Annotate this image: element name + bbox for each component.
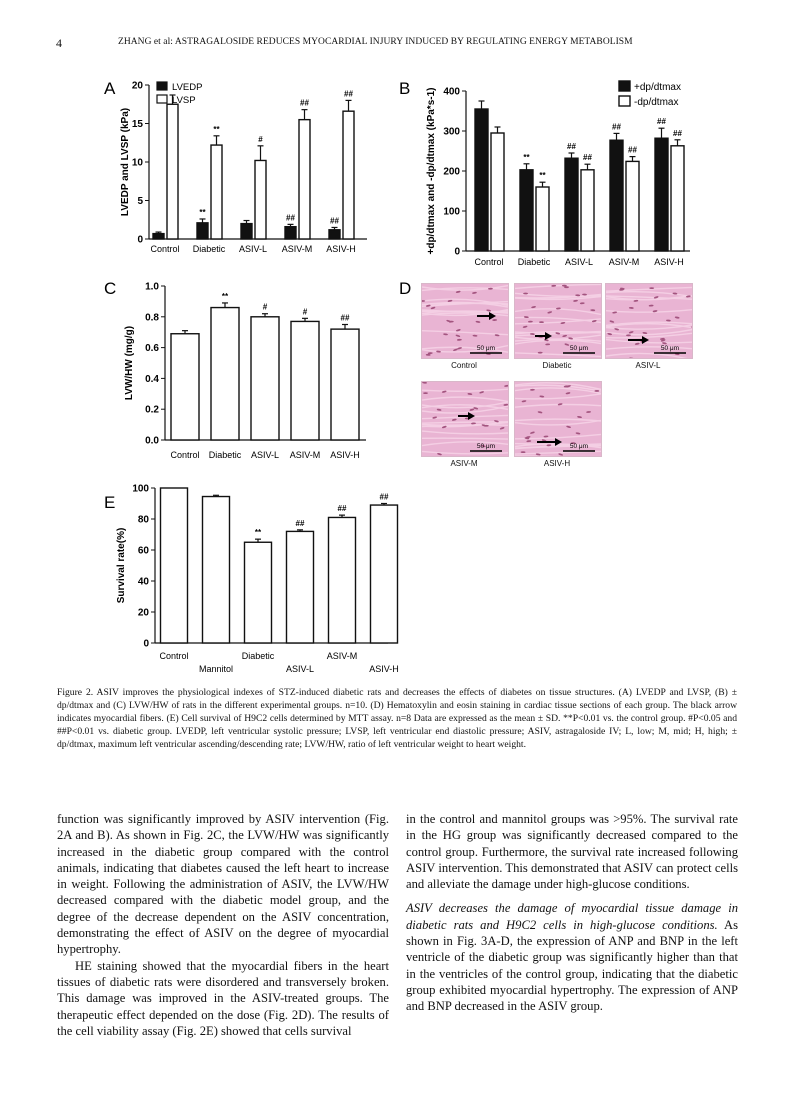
running-head: ZHANG et al: ASTRAGALOSIDE REDUCES MYOCARDIAL INJURY INDUCED BY REGULATING ENERGY METABOLISM [118, 37, 633, 47]
body-column-left [57, 811, 389, 1039]
significance-mark: ** [221, 291, 229, 301]
micrograph-label-asiv-h: ASIV-H [543, 459, 571, 468]
bar [153, 234, 164, 239]
micrograph-asiv-h [514, 381, 602, 457]
caption-label: Figure 2. [57, 687, 94, 698]
significance-mark: ** [523, 152, 530, 162]
bar [610, 140, 623, 251]
scale-bar-label: 50 μm [569, 443, 589, 450]
bar [329, 230, 340, 239]
significance-mark: ## [612, 122, 621, 132]
x-tick-label: ASIV-L [285, 664, 315, 674]
y-tick-label: 60 [137, 545, 149, 557]
bar [371, 505, 398, 643]
nucleus [564, 286, 569, 288]
significance-mark: ## [657, 117, 666, 127]
bar [343, 111, 354, 239]
panel-label-d: D [399, 279, 412, 298]
panel-label-a: A [104, 79, 116, 98]
micrograph-asiv-m [421, 381, 509, 457]
legend-label: LVEDP [172, 82, 203, 93]
significance-mark: ## [567, 142, 576, 151]
bar [203, 497, 230, 643]
x-tick-label: ASIV-H [369, 664, 399, 674]
bar [475, 109, 488, 251]
x-tick-label: Control [474, 257, 504, 267]
bar [520, 170, 533, 251]
scale-bar-label: 50 μm [569, 345, 589, 352]
bar [245, 542, 272, 643]
x-tick-label: ASIV-H [326, 244, 356, 254]
x-tick-label: Diabetic [192, 244, 226, 254]
micrograph-label-control: Control [451, 361, 477, 370]
x-tick-label: Control [159, 651, 189, 661]
section-heading: ASIV decreases the damage of myocardial tissue damage in diabetic rats and H9C2 cells in high-glucose conditions. [406, 901, 738, 932]
micrograph-control [421, 283, 509, 359]
significance-mark: ## [286, 213, 295, 223]
x-tick-label: ASIV-M [326, 651, 358, 661]
y-tick-label: 1.0 [145, 281, 159, 293]
bar [211, 145, 222, 239]
y-tick-label: 200 [443, 166, 460, 178]
body-column-right [406, 811, 738, 1015]
legend-swatch [157, 82, 167, 90]
significance-mark: ## [337, 504, 347, 514]
page-number: 4 [56, 36, 62, 50]
panel-a-chart [120, 81, 367, 255]
x-tick-label: ASIV-H [330, 450, 360, 460]
micrograph-label-diabetic: Diabetic [542, 361, 572, 370]
bar [197, 223, 208, 239]
bar [211, 308, 239, 440]
y-tick-label: 15 [131, 119, 143, 130]
significance-mark: ** [539, 171, 546, 181]
bar [626, 161, 639, 251]
bar [491, 133, 504, 251]
y-tick-label: 20 [137, 607, 149, 619]
significance-mark: # [262, 302, 268, 312]
x-tick-label: Control [150, 244, 180, 254]
legend-swatch [619, 96, 630, 106]
y-tick-label: 0.2 [145, 404, 159, 416]
x-tick-label: Control [170, 450, 200, 460]
legend-label: -dp/dtmax [634, 97, 679, 108]
panel-b-chart [426, 81, 690, 267]
section-text: As shown in Fig. 3A-D, the expression of ANP and BNP in the left ventricle of the diabetic group was significantly higher than that in the ventricles of the control group, indicating that the diabetic group exhibited myocardial hypertrophy. The expression of ANP and BNP decreased in the ASIV group. [406, 917, 739, 1014]
y-tick-label: 0 [137, 234, 143, 246]
bar [241, 224, 252, 239]
bar [331, 329, 359, 440]
micrograph-label-asiv-l: ASIV-L [635, 361, 661, 370]
y-tick-label: 0.0 [145, 435, 159, 447]
x-tick-label: ASIV-M [281, 244, 313, 254]
panel-c-chart [124, 282, 366, 461]
significance-mark: ## [344, 89, 353, 99]
y-tick-label: 0.4 [145, 373, 159, 385]
bar [251, 317, 279, 440]
body-paragraph-section [406, 900, 738, 1014]
significance-mark: ## [673, 128, 682, 138]
y-tick-label: 0.6 [145, 343, 159, 355]
legend-swatch [619, 81, 630, 91]
x-tick-label: ASIV-M [608, 257, 640, 267]
nucleus [423, 392, 428, 394]
panel-label-e: E [104, 493, 116, 512]
y-tick-label: 0 [454, 246, 460, 258]
body-paragraph: function was significantly improved by ASIV intervention (Fig. 2A and B). As shown in Fig. 2C, the LVW/HW was significantly increased in the diabetic group compared with the control animals, indicating that diabetes caused the left heart to increase in weight. Following the administration of ASIV, the LVW/HW decreased compared with the diabetic model group, and the degree of the decrease dependent on the ASIV concentration, demonstrating the effect of ASIV on the degree of myocardial hypertrophy. [57, 812, 389, 957]
y-tick-label: 80 [137, 514, 149, 526]
x-tick-label: Mannitol [198, 664, 234, 674]
x-tick-label: ASIV-L [250, 450, 280, 460]
bar [167, 104, 178, 239]
significance-mark: ## [583, 153, 592, 163]
scale-bar-label: 50 μm [476, 443, 496, 450]
panel-e-chart [116, 484, 399, 675]
y-tick-label: 0 [143, 638, 149, 650]
bar [285, 227, 296, 239]
legend-label: +dp/dtmax [634, 82, 681, 93]
micrograph-diabetic [514, 283, 602, 359]
x-tick-label: ASIV-L [564, 257, 594, 267]
legend-label: LVSP [172, 95, 196, 106]
x-tick-label: ASIV-H [654, 257, 684, 267]
bar [299, 120, 310, 239]
bar [287, 531, 314, 643]
legend-swatch [157, 95, 167, 103]
micrograph-asiv-l [605, 283, 693, 359]
panel-label-c: C [104, 279, 117, 298]
body-paragraph: HE staining showed that the myocardial fibers in the heart tissues of diabetic rats were disordered and transversely broken. This damage was improved in the ASIV-treated groups. The therapeutic effect depended on the dose (Fig. 2D). The results of the cell viability assay (Fig. 2E) showed that cells survival [57, 958, 389, 1038]
micrograph-label-asiv-m: ASIV-M [450, 459, 478, 468]
bar [581, 170, 594, 251]
y-tick-label: 5 [137, 196, 143, 207]
y-axis-label: +dp/dtmax and -dp/dtmax (kPa*s-1) [426, 87, 437, 255]
significance-mark: ** [254, 528, 262, 538]
bar [536, 187, 549, 251]
y-tick-label: 100 [132, 483, 149, 495]
bar [329, 517, 356, 643]
bar [161, 488, 188, 643]
significance-mark: ## [340, 313, 350, 323]
y-tick-label: 0.8 [145, 312, 159, 324]
significance-mark: # [302, 307, 308, 317]
y-axis-label: Survival rate(%) [116, 527, 127, 604]
y-tick-label: 20 [131, 80, 143, 92]
significance-mark: # [258, 134, 263, 144]
bar [671, 146, 684, 251]
body-paragraph: in the control and mannitol groups was >95%. The survival rate in the HG group was significantly decreased compared to the control group. Furthermore, the survival rate increased following ASIV intervention. This demonstrated that ASIV can protect cells and alleviate the damage under high-glucose conditions. [406, 812, 738, 892]
nucleus [649, 287, 654, 289]
y-tick-label: 10 [131, 157, 143, 169]
significance-mark: ## [379, 492, 389, 502]
y-tick-label: 300 [443, 126, 460, 138]
significance-mark: ## [330, 216, 339, 226]
bar [655, 138, 668, 251]
x-tick-label: Diabetic [208, 450, 242, 460]
x-tick-label: Diabetic [241, 651, 275, 661]
bar [255, 160, 266, 239]
bar [291, 321, 319, 440]
bar [171, 334, 199, 440]
caption-text: ASIV improves the physiological indexes of STZ-induced diabetic rats and decreases the effects of diabetes on tissue structures. (A) LVEDP and LVSP, (B) ± dp/dtmax and (C) LVW/HW of rats in the different experimental groups. n=10. (D) Hematoxylin and eosin staining in cardiac tissue sections of each group. The black arrow indicates myocardial fibers. (E) Cell survival of H9C2 cells determined by MTT assay. n=8 Data are expressed as the mean ± SD. **P<0.01 vs. the control group. #P<0.05 and ##P<0.01 vs. diabetic group. LVEDP, left ventricular systolic pressure; LVSP, left ventricular end diastolic pressure; ASIV, astragaloside IV; L, low; M, mid; H, high; ± dp/dtmax, maximum left ventricular ascending/descending rate; LVW/HW, ratio of left ventricular weight to heart weight. [57, 687, 737, 750]
y-axis-label: LVW/HW (mg/g) [124, 325, 135, 401]
scale-bar-label: 50 μm [476, 345, 496, 352]
y-tick-label: 400 [443, 86, 460, 98]
x-tick-label: Diabetic [517, 257, 551, 267]
significance-mark: ## [295, 518, 305, 528]
y-tick-label: 40 [137, 576, 149, 588]
figure-caption [57, 687, 737, 752]
panel-label-b: B [399, 79, 411, 98]
y-axis-label: LVEDP and LVSP (kPa) [120, 107, 131, 217]
x-tick-label: ASIV-L [238, 244, 268, 254]
x-tick-label: ASIV-M [289, 450, 321, 460]
y-tick-label: 100 [443, 206, 460, 218]
significance-mark: ## [300, 98, 309, 108]
scale-bar-label: 50 μm [660, 345, 680, 352]
bar [565, 158, 578, 251]
significance-mark: ** [213, 124, 220, 134]
significance-mark: ** [199, 207, 206, 217]
significance-mark: ## [628, 145, 637, 155]
